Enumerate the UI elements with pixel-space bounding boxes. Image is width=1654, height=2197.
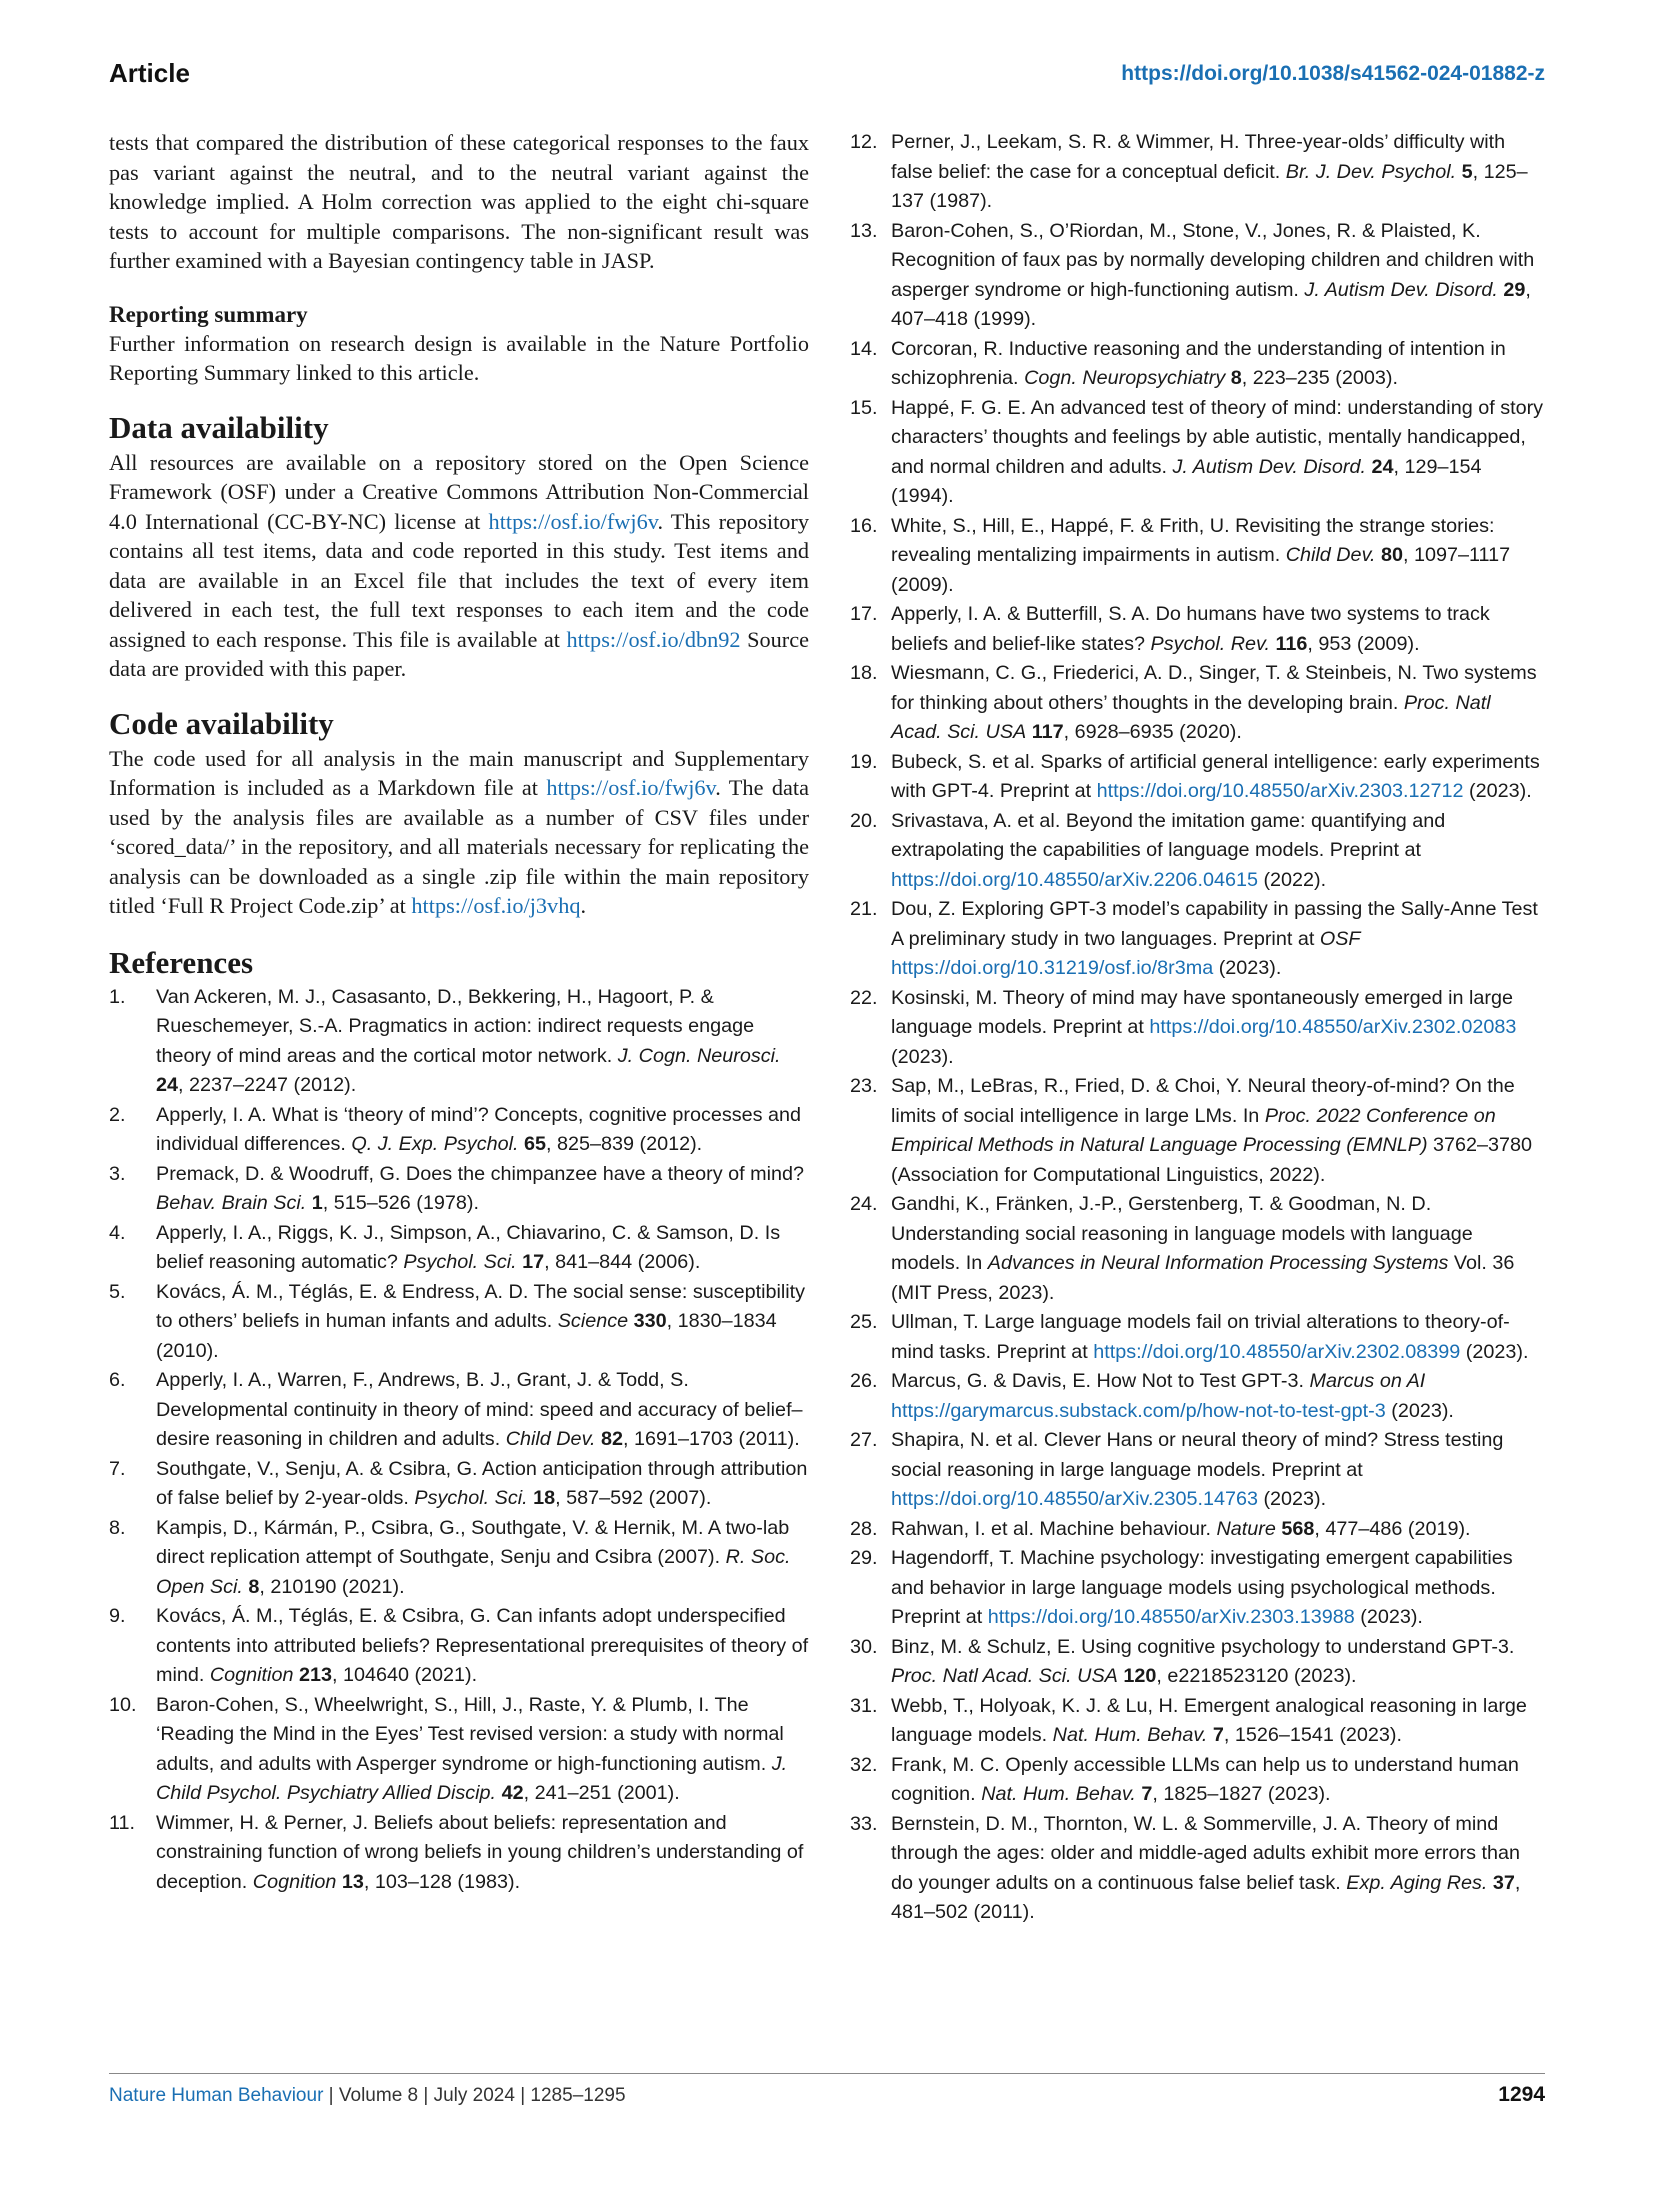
reference-pages-year: (2023).	[1385, 1399, 1454, 1422]
reference-volume: 29	[1503, 278, 1526, 301]
reference-item	[109, 1278, 809, 1367]
reference-pages-year: , 477–486 (2019).	[1314, 1517, 1471, 1540]
reference-pages-year: (2023).	[1460, 1340, 1529, 1363]
reference-authors-title: Gandhi, K., Fränken, J.-P., Gerstenberg, T. & Goodman, N. D. Understanding social reasoning in language models with language models. In	[891, 1193, 1473, 1274]
reference-number: 7.	[109, 1457, 126, 1480]
reference-number: 20.	[850, 809, 878, 832]
reference-authors-title: Webb, T., Holyoak, K. J. & Lu, H. Emergent analogical reasoning in large language models.	[891, 1694, 1527, 1746]
reference-authors-title: Baron-Cohen, S., O’Riordan, M., Stone, V., Jones, R. & Plaisted, K. Recognition of faux pas by normally developing children and children with asperger syndrome or high-functioning autism.	[891, 219, 1535, 301]
reference-number: 12.	[850, 131, 878, 153]
reference-item	[850, 394, 1545, 512]
reference-volume: 116	[1275, 632, 1308, 655]
right-column	[850, 128, 1545, 1928]
reference-pages-year: , 1691–1703 (2011).	[623, 1428, 800, 1450]
data-availability-text	[109, 448, 809, 684]
reference-authors-title: Corcoran, R. Inductive reasoning and the understanding of intention in schizophrenia.	[891, 337, 1506, 389]
left-column	[109, 128, 809, 1897]
reference-number: 25.	[850, 1311, 878, 1333]
reference-number: 29.	[850, 1547, 878, 1569]
reference-item	[850, 1692, 1545, 1751]
reference-volume: 82	[600, 1428, 623, 1450]
reference-item	[109, 1809, 809, 1898]
reference-number: 30.	[850, 1635, 878, 1658]
reference-pages-year: , 241–251 (2001).	[523, 1782, 680, 1804]
reference-journal: Nat. Hum. Behav.	[1052, 1724, 1208, 1746]
reference-volume: 5	[1461, 160, 1473, 183]
reference-number: 18.	[850, 662, 878, 684]
reference-volume: 117	[1031, 721, 1064, 743]
reference-volume: 42	[501, 1782, 524, 1804]
reference-number: 28.	[850, 1517, 878, 1540]
reference-journal: Br. J. Dev. Psychol.	[1285, 160, 1457, 183]
reference-volume: 17	[522, 1251, 545, 1273]
reference-text	[156, 1160, 809, 1219]
reference-pages-year: , 103–128 (1983).	[363, 1870, 521, 1893]
reference-pages-year: , 587–592 (2007).	[555, 1487, 712, 1509]
reference-pages-year: , 407–418 (1999).	[891, 278, 1531, 330]
reference-number: 27.	[850, 1429, 878, 1451]
reference-pages-year: , 841–844 (2006).	[544, 1251, 701, 1273]
reference-journal: OSF	[1319, 927, 1361, 950]
code-text-part: . The data used by the analysis files are available as a number of CSV files under ‘scored_data/’ in the repository, and all materials necessary for replicating the analysis can be downloaded as a single .zip file within the main repository titled ‘Full R Project Code.zip’ at	[109, 775, 809, 918]
osf-fwj6v-code-link[interactable]: https://osf.io/fwj6v	[546, 775, 716, 800]
reference-item	[850, 1751, 1545, 1810]
reference-pages-year: , 1097–1117 (2009).	[891, 544, 1511, 596]
reference-item	[850, 128, 1545, 217]
reference-journal: Psychol. Sci.	[414, 1487, 528, 1509]
reference-item	[109, 1160, 809, 1219]
reference-pages-year: , 1825–1827 (2023).	[1152, 1783, 1331, 1805]
reference-pages-year: , 515–526 (1978).	[322, 1192, 479, 1214]
footer-citation	[109, 2085, 626, 2107]
reference-authors-title: Kovács, Á. M., Téglás, E. & Endress, A. D. The social sense: susceptibility to others’ beliefs in human infants and adults.	[156, 1280, 806, 1332]
reference-authors-title: Baron-Cohen, S., Wheelwright, S., Hill, J., Raste, Y. & Plumb, I. The ‘Reading the Mind in the Eyes’ Test revised version: a study with normal adults, and adults with Asperger syndrome or high-functioning autism.	[156, 1693, 784, 1775]
reference-pages-year: Vol. 36 (MIT Press, 2023).	[891, 1252, 1515, 1304]
reference-number: 26.	[850, 1370, 878, 1392]
reference-pages-year: , 129–154 (1994).	[891, 455, 1482, 507]
reference-text	[156, 1101, 809, 1160]
reference-text	[156, 1278, 809, 1367]
data-text-part: Source data are provided with this paper.	[109, 626, 810, 681]
reference-number: 4.	[109, 1221, 126, 1244]
osf-j3vhq-link[interactable]: https://osf.io/j3vhq	[411, 893, 581, 918]
reference-item	[850, 335, 1545, 394]
reference-link[interactable]: https://doi.org/10.48550/arXiv.2206.04615	[891, 868, 1258, 891]
reference-authors-title: Apperly, I. A., Riggs, K. J., Simpson, A., Chiavarino, C. & Samson, D. Is belief reasoning automatic?	[156, 1221, 781, 1273]
reference-journal: J. Cogn. Neurosci.	[617, 1044, 781, 1067]
reference-authors-title: Happé, F. G. E. An advanced test of theory of mind: understanding of story characters’ thoughts and feelings by able autistic, mentally handicapped, and normal children and adults.	[891, 396, 1544, 478]
reference-journal: Behav. Brain Sci.	[156, 1192, 307, 1214]
reference-number: 11.	[109, 1811, 136, 1834]
reference-volume: 7	[1141, 1783, 1153, 1805]
reference-pages-year: (2023).	[1354, 1606, 1423, 1628]
reference-authors-title: Wiesmann, C. G., Friederici, A. D., Singer, T. & Steinbeis, N. Two systems for thinking about others’ thoughts in the developing brain.	[891, 662, 1537, 714]
osf-dbn92-link[interactable]: https://osf.io/dbn92	[566, 626, 741, 652]
reference-authors-title: Kosinski, M. Theory of mind may have spontaneously emerged in large language models. Preprint at	[891, 986, 1513, 1038]
code-text-part: The code used for all analysis in the main manuscript and Supplementary Information is included as a Markdown file at	[109, 745, 809, 800]
reference-journal: Child Dev.	[1285, 544, 1376, 566]
reference-number: 23.	[850, 1075, 878, 1097]
reference-item	[109, 1101, 809, 1160]
reference-item	[109, 1514, 809, 1603]
reference-item	[109, 1602, 809, 1691]
reference-text	[891, 512, 1545, 601]
reference-item	[850, 217, 1545, 335]
reference-text	[891, 394, 1545, 512]
references-list-left	[109, 983, 809, 1898]
reference-volume: 37	[1492, 1871, 1515, 1894]
reference-pages-year: , 6928–6935 (2020).	[1063, 721, 1242, 743]
code-availability-heading: Code availability	[109, 705, 334, 741]
reference-journal: Advances in Neural Information Processing Systems	[987, 1252, 1449, 1274]
reference-pages-year: (2023).	[1463, 780, 1532, 802]
reference-journal: Cogn. Neuropsychiatry	[1024, 367, 1226, 389]
reference-journal: Q. J. Exp. Psychol.	[351, 1133, 519, 1155]
reference-volume: 80	[1380, 544, 1403, 566]
reference-number: 21.	[850, 898, 878, 920]
reference-authors-title: Shapira, N. et al. Clever Hans or neural theory of mind? Stress testing social reasoning in large language models. Preprint at	[891, 1429, 1504, 1481]
reference-volume: 18	[533, 1487, 556, 1509]
reference-pages-year: (2023).	[891, 1045, 954, 1068]
reference-authors-title: Ullman, T. Large language models fail on trivial alterations to theory-of-mind tasks. Preprint at	[891, 1311, 1510, 1363]
reference-item	[109, 1691, 809, 1809]
reference-authors-title: Rahwan, I. et al. Machine behaviour.	[891, 1517, 1217, 1540]
reference-journal: Child Dev.	[505, 1428, 596, 1450]
reference-volume: 120	[1123, 1665, 1157, 1687]
reference-number: 24.	[850, 1193, 878, 1215]
reference-text	[156, 1691, 809, 1809]
reference-pages-year: , 1830–1834 (2010).	[156, 1310, 777, 1362]
reference-number: 17.	[850, 603, 878, 625]
reference-authors-title: Sap, M., LeBras, R., Fried, D. & Choi, Y. Neural theory-of-mind? On the limits of social intelligence in large LMs. In	[891, 1075, 1515, 1127]
reference-journal: Exp. Aging Res.	[1346, 1871, 1488, 1894]
reporting-summary-heading: Reporting summary	[109, 301, 308, 327]
reference-number: 16.	[850, 514, 878, 537]
reference-text	[156, 1602, 809, 1691]
reference-text	[891, 659, 1545, 748]
reference-link[interactable]: https://doi.org/10.31219/osf.io/8r3ma	[891, 957, 1214, 979]
reference-pages-year: , 2237–2247 (2012).	[178, 1074, 357, 1096]
reference-item	[850, 807, 1545, 896]
reference-text	[891, 1367, 1545, 1426]
reference-text	[891, 1544, 1545, 1633]
doi-link[interactable]: https://doi.org/10.1038/s41562-024-01882-z	[1121, 62, 1545, 85]
reference-volume: 13	[341, 1870, 364, 1893]
reference-text	[891, 335, 1545, 394]
reference-text	[156, 1514, 809, 1603]
reference-text	[156, 1219, 809, 1278]
reference-text	[891, 748, 1545, 807]
reference-text	[891, 1190, 1545, 1308]
reference-authors-title: Southgate, V., Senju, A. & Csibra, G. Action anticipation through attribution of false belief by 2-year-olds.	[156, 1457, 808, 1509]
reference-text	[891, 984, 1545, 1073]
reference-link[interactable]: https://doi.org/10.48550/arXiv.2305.14763	[891, 1488, 1258, 1510]
reference-authors-title: Perner, J., Leekam, S. R. & Wimmer, H. Three-year-olds’ difficulty with false belief: the case for a conceptual deficit.	[891, 131, 1506, 183]
reference-number: 32.	[850, 1753, 878, 1776]
reference-text	[891, 1426, 1545, 1515]
reference-pages-year: 3762–3780 (Association for Computational Linguistics, 2022).	[891, 1134, 1533, 1186]
reference-volume: 8	[1230, 367, 1242, 389]
reference-text	[156, 1366, 809, 1455]
references-heading: References	[109, 944, 254, 980]
reference-number: 10.	[109, 1693, 137, 1716]
reference-number: 15.	[850, 396, 878, 419]
reference-journal: Cognition	[252, 1870, 337, 1893]
reference-text	[891, 807, 1545, 896]
reference-pages-year: , 953 (2009).	[1307, 632, 1420, 655]
reference-pages-year: , 210190 (2021).	[259, 1575, 405, 1598]
reference-item	[109, 983, 809, 1101]
reference-pages-year: , 1526–1541 (2023).	[1223, 1724, 1403, 1746]
reference-number: 5.	[109, 1280, 126, 1303]
reference-authors-title: Van Ackeren, M. J., Casasanto, D., Bekkering, H., Hagoort, P. & Rueschemeyer, S.-A. Pragmatics in action: indirect requests engage theory of mind areas and the cortical motor network.	[156, 985, 755, 1067]
reference-authors-title: Kampis, D., Kármán, P., Csibra, G., Southgate, V. & Hernik, M. A two-lab direct replication attempt of Southgate, Senju and Csibra (2007).	[156, 1516, 790, 1568]
reference-pages-year: , 825–839 (2012).	[546, 1133, 703, 1155]
reference-authors-title: Srivastava, A. et al. Beyond the imitation game: quantifying and extrapolating the capabilities of language models. Preprint at	[891, 809, 1446, 861]
reference-text	[891, 1308, 1545, 1367]
reference-number: 8.	[109, 1516, 126, 1539]
reference-text	[156, 1455, 809, 1514]
reference-item	[850, 1190, 1545, 1308]
reference-authors-title: Apperly, I. A. & Butterfill, S. A. Do humans have two systems to track beliefs and belief-like states?	[891, 603, 1490, 655]
reference-text	[891, 217, 1545, 335]
reference-item	[850, 1367, 1545, 1426]
page-number: 1294	[1498, 2083, 1545, 2106]
reference-pages-year: , 125–137 (1987).	[891, 160, 1528, 212]
reference-volume: 568	[1281, 1517, 1315, 1540]
reference-journal: Proc. Natl Acad. Sci. USA	[891, 1665, 1118, 1687]
reference-journal: Cognition	[209, 1664, 294, 1686]
footer-journal-name[interactable]: Nature Human Behaviour	[109, 2085, 324, 2106]
reference-journal: Marcus on AI	[1309, 1370, 1426, 1392]
reference-item	[850, 1544, 1545, 1633]
reference-journal: Nat. Hum. Behav.	[981, 1783, 1136, 1805]
reference-authors-title: Marcus, G. & Davis, E. How Not to Test GPT-3.	[891, 1370, 1310, 1392]
data-text-part: All resources are available on a repository stored on the Open Science Framework (OSF) under a Creative Commons Attribution Non-Commercial 4.0 International (CC-BY-NC) license at	[109, 449, 809, 534]
reference-pages-year: , 104640 (2021).	[331, 1664, 478, 1686]
page-header	[109, 58, 1545, 98]
reference-journal: Psychol. Sci.	[403, 1251, 517, 1273]
reference-item	[850, 748, 1545, 807]
reference-number: 3.	[109, 1162, 126, 1185]
reference-authors-title: White, S., Hill, E., Happé, F. & Frith, U. Revisiting the strange stories: revealing mentalizing impairments in autism.	[891, 514, 1495, 566]
reference-item	[850, 1426, 1545, 1515]
references-list-right	[850, 128, 1545, 1928]
reference-journal: Proc. Natl Acad. Sci. USA	[891, 691, 1491, 743]
reference-journal: J. Autism Dev. Disord.	[1172, 455, 1366, 478]
reference-number: 13.	[850, 219, 878, 242]
reference-number: 2.	[109, 1103, 126, 1126]
reference-authors-title: Wimmer, H. & Perner, J. Beliefs about beliefs: representation and constraining function of wrong beliefs in young children’s understanding of deception.	[156, 1811, 804, 1893]
reference-pages-year: (2023).	[1213, 957, 1282, 979]
reference-text	[891, 1692, 1545, 1751]
reference-text	[891, 1633, 1545, 1692]
reference-number: 6.	[109, 1369, 126, 1391]
reference-authors-title: Binz, M. & Schulz, E. Using cognitive psychology to understand GPT-3.	[891, 1635, 1515, 1658]
reference-journal: Psychol. Rev.	[1150, 632, 1270, 655]
reference-volume: 65	[523, 1133, 546, 1155]
reference-link[interactable]: https://doi.org/10.48550/arXiv.2302.08399	[1093, 1340, 1461, 1363]
reference-authors-title: Hagendorff, T. Machine psychology: investigating emergent capabilities and behavior in large language models using psychological methods. Preprint at	[891, 1547, 1513, 1628]
reference-pages-year: , 223–235 (2003).	[1241, 367, 1398, 389]
reference-text	[156, 1809, 809, 1898]
reference-item	[850, 1515, 1545, 1545]
reference-journal: Proc. 2022 Conference on Empirical Methods in Natural Language Processing (EMNLP)	[891, 1104, 1496, 1156]
reference-text	[891, 1810, 1545, 1928]
reference-authors-title: Kovács, Á. M., Téglás, E. & Csibra, G. Can infants adopt underspecified contents into attributed beliefs? Representational prerequisites of theory of mind.	[156, 1605, 809, 1686]
reference-number: 33.	[850, 1812, 878, 1835]
reference-item	[850, 1633, 1545, 1692]
reference-number: 31.	[850, 1694, 878, 1717]
reference-item	[850, 600, 1545, 659]
reference-volume: 24	[156, 1074, 179, 1096]
reference-item	[109, 1366, 809, 1455]
reference-number: 9.	[109, 1605, 126, 1627]
reference-volume: 1	[311, 1192, 323, 1214]
reporting-summary-text: Further information on research design is available in the Nature Portfolio Reporting Summary linked to this article.	[109, 330, 809, 385]
reference-text	[891, 895, 1545, 984]
reference-text	[891, 600, 1545, 659]
reference-text	[891, 1515, 1545, 1545]
reference-item	[850, 659, 1545, 748]
reference-authors-title: Apperly, I. A. What is ‘theory of mind’? Concepts, cognitive processes and individual differences.	[156, 1103, 802, 1155]
osf-fwj6v-link[interactable]: https://osf.io/fwj6v	[488, 508, 658, 534]
reference-volume: 213	[298, 1664, 332, 1686]
reference-item	[850, 895, 1545, 984]
reference-item	[109, 1455, 809, 1514]
article-label: Article	[109, 58, 190, 88]
reference-item	[850, 512, 1545, 601]
reference-authors-title: Frank, M. C. Openly accessible LLMs can help us to understand human cognition.	[891, 1753, 1519, 1805]
footer-issue-details: | Volume 8 | July 2024 | 1285–1295	[323, 2085, 626, 2106]
reference-link[interactable]: https://doi.org/10.48550/arXiv.2302.02083	[1149, 1016, 1517, 1038]
reference-journal: R. Soc. Open Sci.	[156, 1546, 791, 1598]
reference-link[interactable]: https://garymarcus.substack.com/p/how-not-to-test-gpt-3	[891, 1399, 1386, 1422]
reference-authors-title: Premack, D. & Woodruff, G. Does the chimpanzee have a theory of mind?	[156, 1162, 804, 1185]
reference-pages-year: , 481–502 (2011).	[891, 1871, 1521, 1923]
reference-text	[156, 983, 809, 1101]
reference-number: 1.	[109, 985, 126, 1008]
reference-number: 22.	[850, 986, 878, 1009]
reference-pages-year: (2023).	[1257, 1488, 1327, 1510]
reference-text	[891, 128, 1545, 217]
reference-text	[891, 1751, 1545, 1810]
reference-item	[850, 1072, 1545, 1190]
reference-journal: J. Autism Dev. Disord.	[1304, 278, 1498, 301]
reference-journal: J. Child Psychol. Psychiatry Allied Discip.	[156, 1752, 788, 1804]
reference-number: 19.	[850, 750, 878, 773]
reference-pages-year: , e2218523120 (2023).	[1156, 1665, 1357, 1687]
reference-item	[850, 1308, 1545, 1367]
reference-item	[850, 1810, 1545, 1928]
code-availability-text	[109, 744, 809, 921]
reference-volume: 330	[633, 1310, 667, 1332]
reference-item	[850, 984, 1545, 1073]
reference-pages-year: (2022).	[1257, 868, 1327, 891]
reference-authors-title: Dou, Z. Exploring GPT-3 model’s capability in passing the Sally-Anne Test A preliminary study in two languages. Preprint at	[891, 898, 1538, 950]
reference-link[interactable]: https://doi.org/10.48550/arXiv.2303.13988	[987, 1606, 1355, 1628]
reference-volume: 24	[1371, 455, 1394, 478]
reference-volume: 8	[248, 1575, 260, 1598]
reference-item	[109, 1219, 809, 1278]
reference-number: 14.	[850, 337, 878, 360]
reference-journal: Science	[557, 1310, 629, 1332]
methods-continuation: tests that compared the distribution of these categorical responses to the faux pas variant against the neutral, and to the neutral variant against the knowledge implied. A Holm correction was applied to the eight chi-square tests to account for multiple comparisons. The non-significant result was further examined with a Bayesian contingency table in JASP.	[109, 130, 809, 273]
data-text-part: . This repository contains all test items, data and code reported in this study. Test items and data are available in an Excel file that includes the text of every item delivered in each test, the full text responses to each item and the code assigned to each response. This file is available at	[109, 508, 809, 652]
reference-journal: Nature	[1216, 1517, 1276, 1540]
reference-authors-title: Bubeck, S. et al. Sparks of artificial general intelligence: early experiments with GPT-4. Preprint at	[891, 750, 1540, 802]
footer-divider	[109, 2073, 1545, 2074]
code-text-part: .	[580, 893, 587, 918]
reference-volume: 7	[1212, 1724, 1224, 1746]
reference-link[interactable]: https://doi.org/10.48550/arXiv.2303.12712	[1096, 780, 1464, 802]
reference-authors-title: Apperly, I. A., Warren, F., Andrews, B. J., Grant, J. & Todd, S. Developmental continuity in theory of mind: speed and accuracy of belief–desire reasoning in children and adults.	[156, 1369, 803, 1450]
reference-authors-title: Bernstein, D. M., Thornton, W. L. & Sommerville, J. A. Theory of mind through the ages: older and middle-aged adults exhibit more errors than do younger adults on a continuous false belief task.	[891, 1812, 1520, 1894]
reference-text	[891, 1072, 1545, 1190]
data-availability-heading: Data availability	[109, 409, 329, 445]
